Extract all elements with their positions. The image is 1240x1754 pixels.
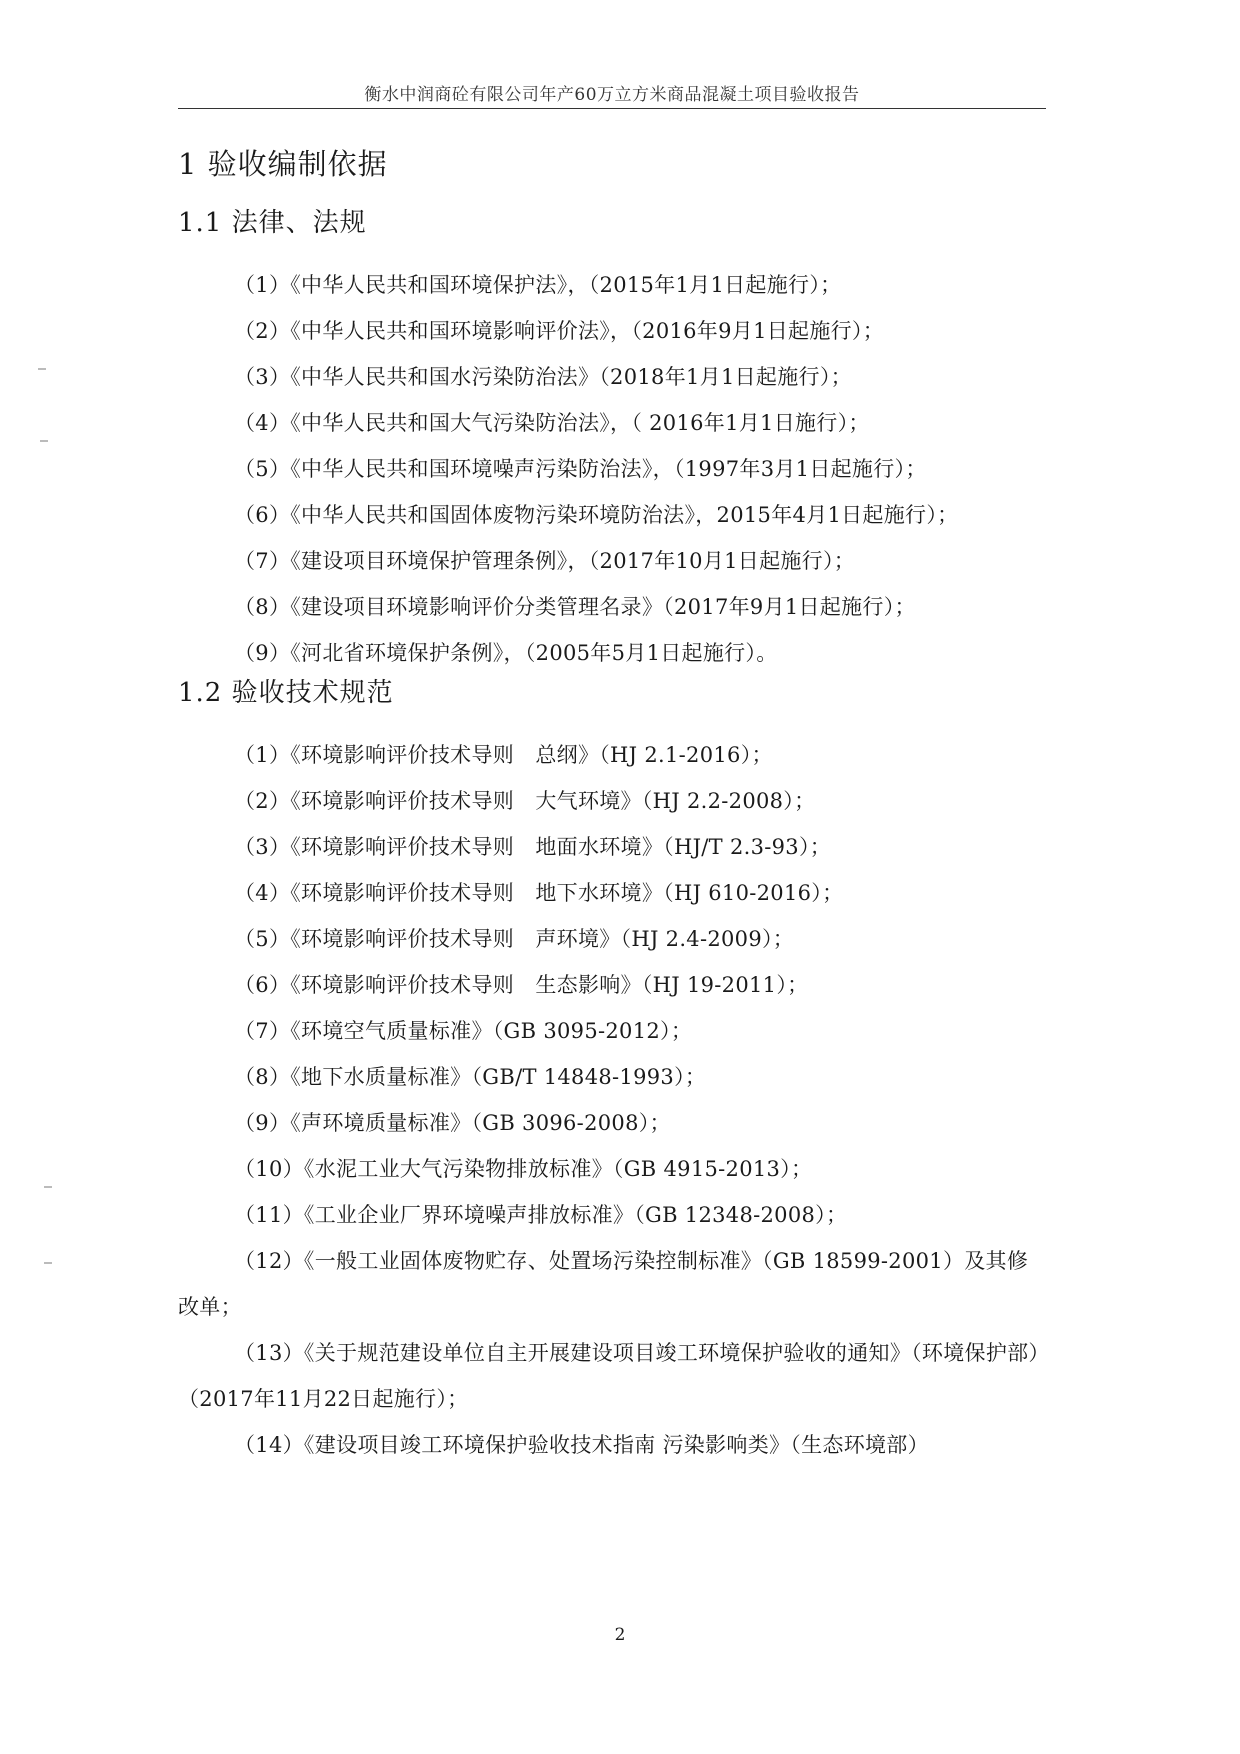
- list-item: （3）《环境影响评价技术导则 地面水环境》（HJ/T 2.3-93）；: [234, 835, 832, 859]
- list-item: （3）《中华人民共和国水污染防治法》（2018年1月1日起施行）；: [234, 365, 852, 389]
- list-item: （1）《中华人民共和国环境保护法》，（2015年1月1日起施行）；: [234, 273, 842, 297]
- scan-artifact: [38, 368, 46, 370]
- list-item: （2）《中华人民共和国环境影响评价法》，（2016年9月1日起施行）；: [234, 319, 885, 343]
- list-item: （12）《一般工业固体废物贮存、处置场污染控制标准》（GB 18599-2001）及其修改单；: [178, 1249, 1029, 1319]
- list-item: （6）《中华人民共和国固体废物污染环境防治法》，2015年4月1日起施行）；: [234, 503, 959, 527]
- list-item: （13）《关于规范建设单位自主开展建设项目竣工环境保护验收的通知》（环境保护部）（2017年11月22日起施行）；: [178, 1341, 1040, 1411]
- technical-standards-list: [178, 732, 1046, 1468]
- list-item: （8）《地下水质量标准》（GB/T 14848-1993）；: [234, 1065, 707, 1089]
- list-item: （5）《中华人民共和国环境噪声污染防治法》，（1997年3月1日起施行）；: [234, 457, 927, 481]
- laws-list: [178, 262, 1046, 676]
- scan-artifact: [44, 1262, 52, 1264]
- section-heading-1-2: 1.2 验收技术规范: [178, 678, 394, 708]
- scan-artifact: [40, 440, 48, 442]
- page-header: 衡水中润商砼有限公司年产60万立方米商品混凝土项目验收报告: [364, 85, 860, 105]
- list-item: （2）《环境影响评价技术导则 大气环境》（HJ 2.2-2008）；: [234, 789, 816, 813]
- list-item: （10）《水泥工业大气污染物排放标准》（GB 4915-2013）；: [234, 1157, 813, 1181]
- list-item: （4）《环境影响评价技术导则 地下水环境》（HJ 610-2016）；: [234, 881, 844, 905]
- document-body: [178, 147, 1046, 1468]
- list-item: （7）《环境空气质量标准》（GB 3095-2012）；: [234, 1019, 693, 1043]
- list-item: （9）《声环境质量标准》（GB 3096-2008）；: [234, 1111, 671, 1135]
- list-item: （6）《环境影响评价技术导则 生态影响》（HJ 19-2011）；: [234, 973, 809, 997]
- list-item: （7）《建设项目环境保护管理条例》，（2017年10月1日起施行）；: [234, 549, 856, 573]
- list-item: （1）《环境影响评价技术导则 总纲》（HJ 2.1-2016）；: [234, 743, 773, 767]
- list-item: （5）《环境影响评价技术导则 声环境》（HJ 2.4-2009）；: [234, 927, 795, 951]
- page-number: 2: [614, 1625, 626, 1645]
- section-heading-1-1: 1.1 法律、法规: [178, 208, 367, 238]
- list-item: （4）《中华人民共和国大气污染防治法》，（ 2016年1月1日施行）；: [234, 411, 870, 435]
- section-heading-1: 1 验收编制依据: [178, 147, 388, 181]
- list-item: （14）《建设项目竣工环境保护验收技术指南 污染影响类》（生态环境部）: [234, 1433, 929, 1457]
- scan-artifact: [44, 1186, 52, 1188]
- list-item: （9）《河北省环境保护条例》，（2005年5月1日起施行）。: [234, 641, 778, 665]
- list-item: （8）《建设项目环境影响评价分类管理名录》（2017年9月1日起施行）；: [234, 595, 916, 619]
- header-rule: [178, 108, 1046, 109]
- list-item: （11）《工业企业厂界环境噪声排放标准》（GB 12348-2008）；: [234, 1203, 848, 1227]
